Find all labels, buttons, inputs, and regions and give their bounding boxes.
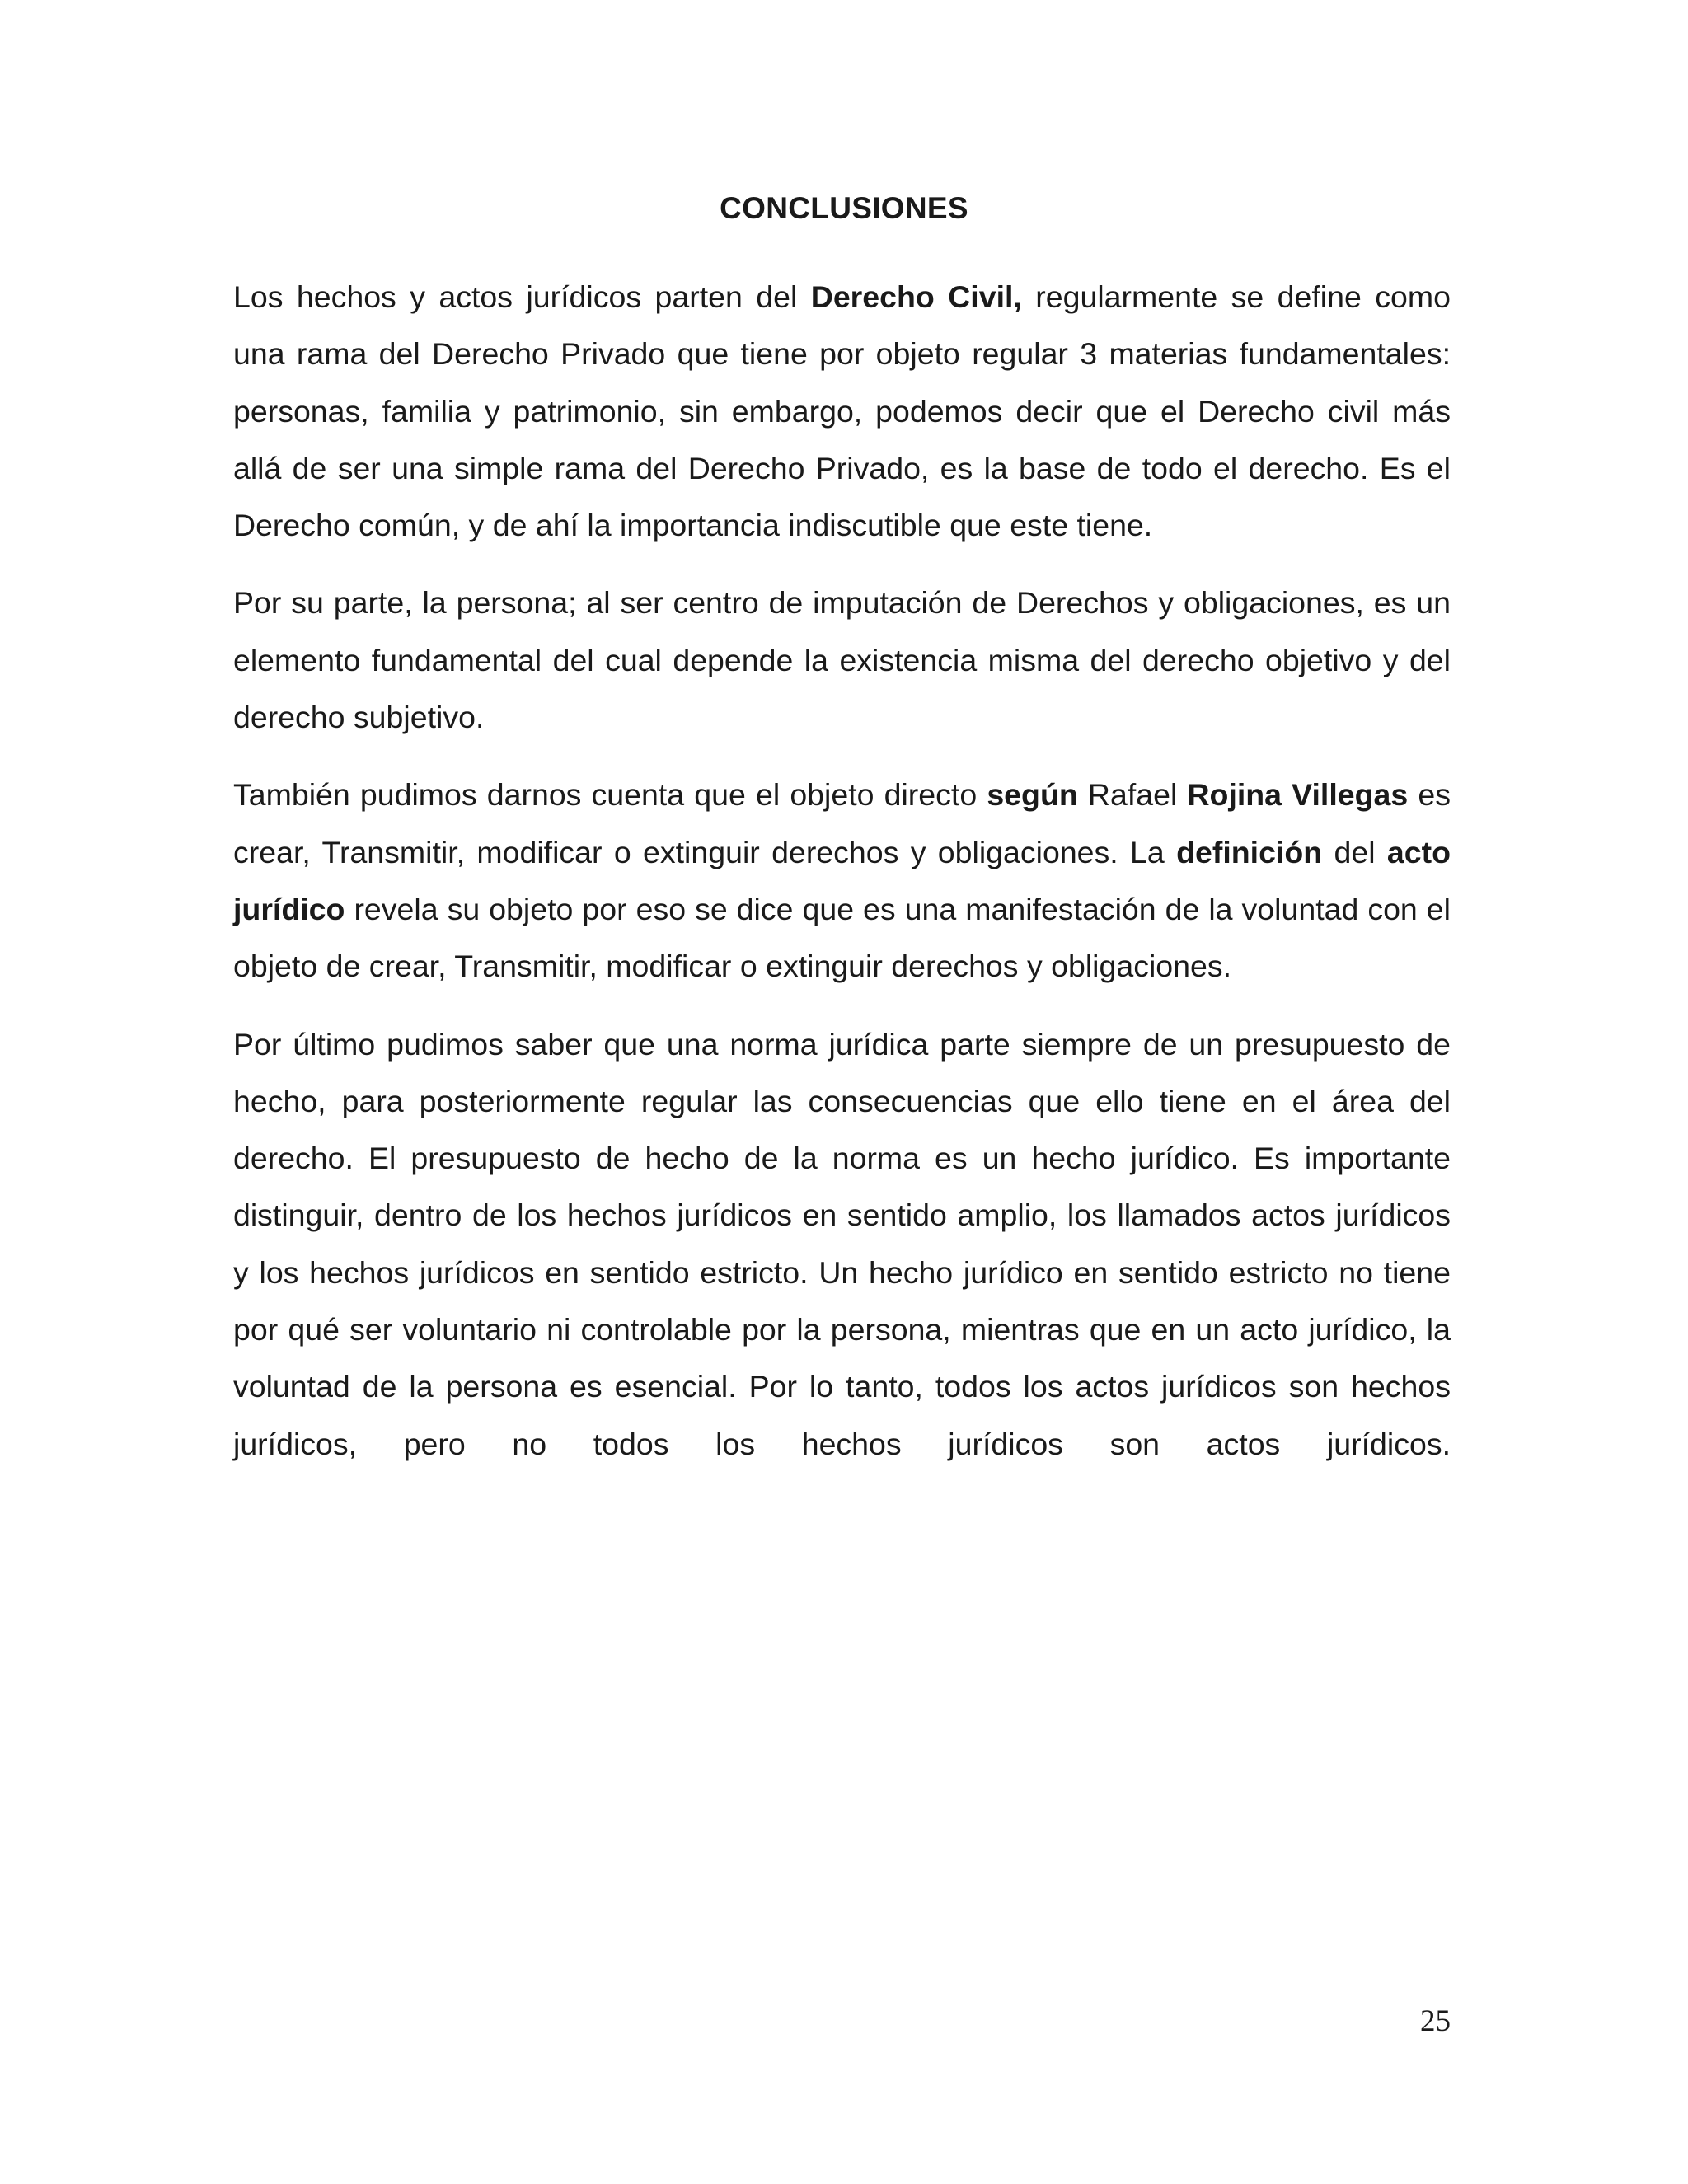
paragraph-3-segment-3: Rafael (1077, 777, 1188, 813)
paragraph-4-segment-1: Por último pudimos saber que una norma jurídica parte siempre de un presupuesto de hecho, para posteriormente regular las consecuencias que ello tiene en el área del derecho. El presupuesto de hecho de la norma es un hecho jurídico. Es importante distinguir, dentro de los hechos jurídicos en sentido amplio, los llamados actos jurídicos y los hechos jurídicos en sentido estricto. Un hecho jurídico en sentido estricto no tiene por qué ser voluntario ni controlable por la persona, mientras que en un acto jurídico, la voluntad de la persona es esencial. Por lo tanto, todos los actos jurídicos son hechos jurídicos, pero no todos los hechos jurídicos son actos jurídicos. (233, 1026, 1451, 1461)
paragraph-1-segment-2: Derecho Civil, (810, 279, 1022, 314)
paragraph-3-segment-4: Rojina Villegas (1187, 777, 1409, 813)
paragraph-1-segment-1: Los hechos y actos jurídicos parten del (233, 279, 811, 314)
paragraph-4 (233, 1016, 1451, 1473)
paragraph-1 (233, 269, 1451, 554)
paragraph-3-segment-7: del (1322, 834, 1387, 869)
conclusions-body (233, 269, 1451, 1493)
paragraph-1-segment-3: regularmente se define como una rama del Derecho Privado que tiene por objeto regular 3 materias fundamentales: personas, familia y patrimonio, sin embargo, podemos decir que el Derecho civil más allá de ser una simple rama del Derecho Privado, es la base de todo el derecho. Es el Derecho común, y de ahí la importancia indiscutible que este tiene. (233, 279, 1451, 543)
paragraph-3-segment-9: revela su objeto por eso se dice que es una manifestación de la voluntad con el objeto de crear, Transmitir, modificar o extinguir derechos y obligaciones. (233, 891, 1451, 984)
paragraph-2-segment-1: Por su parte, la persona; al ser centro de imputación de Derechos y obligaciones, es un elemento fundamental del cual depende la existencia misma del derecho objetivo y del derecho subjetivo. (233, 585, 1451, 735)
paragraph-3 (233, 766, 1451, 995)
paragraph-3-segment-6: definición (1176, 834, 1323, 869)
paragraph-3-segment-8: acto jurídico (233, 834, 1451, 926)
page-title: CONCLUSIONES (720, 191, 968, 225)
paragraph-3-segment-1: También pudimos darnos cuenta que el objeto directo (233, 777, 987, 813)
paragraph-2 (233, 574, 1451, 746)
paragraph-3-segment-2: según (987, 777, 1078, 813)
page-number: 25 (1420, 2004, 1451, 2038)
paragraph-3-segment-5: es crear, Transmitir, modificar o extinguir derechos y obligaciones. La (233, 777, 1451, 869)
